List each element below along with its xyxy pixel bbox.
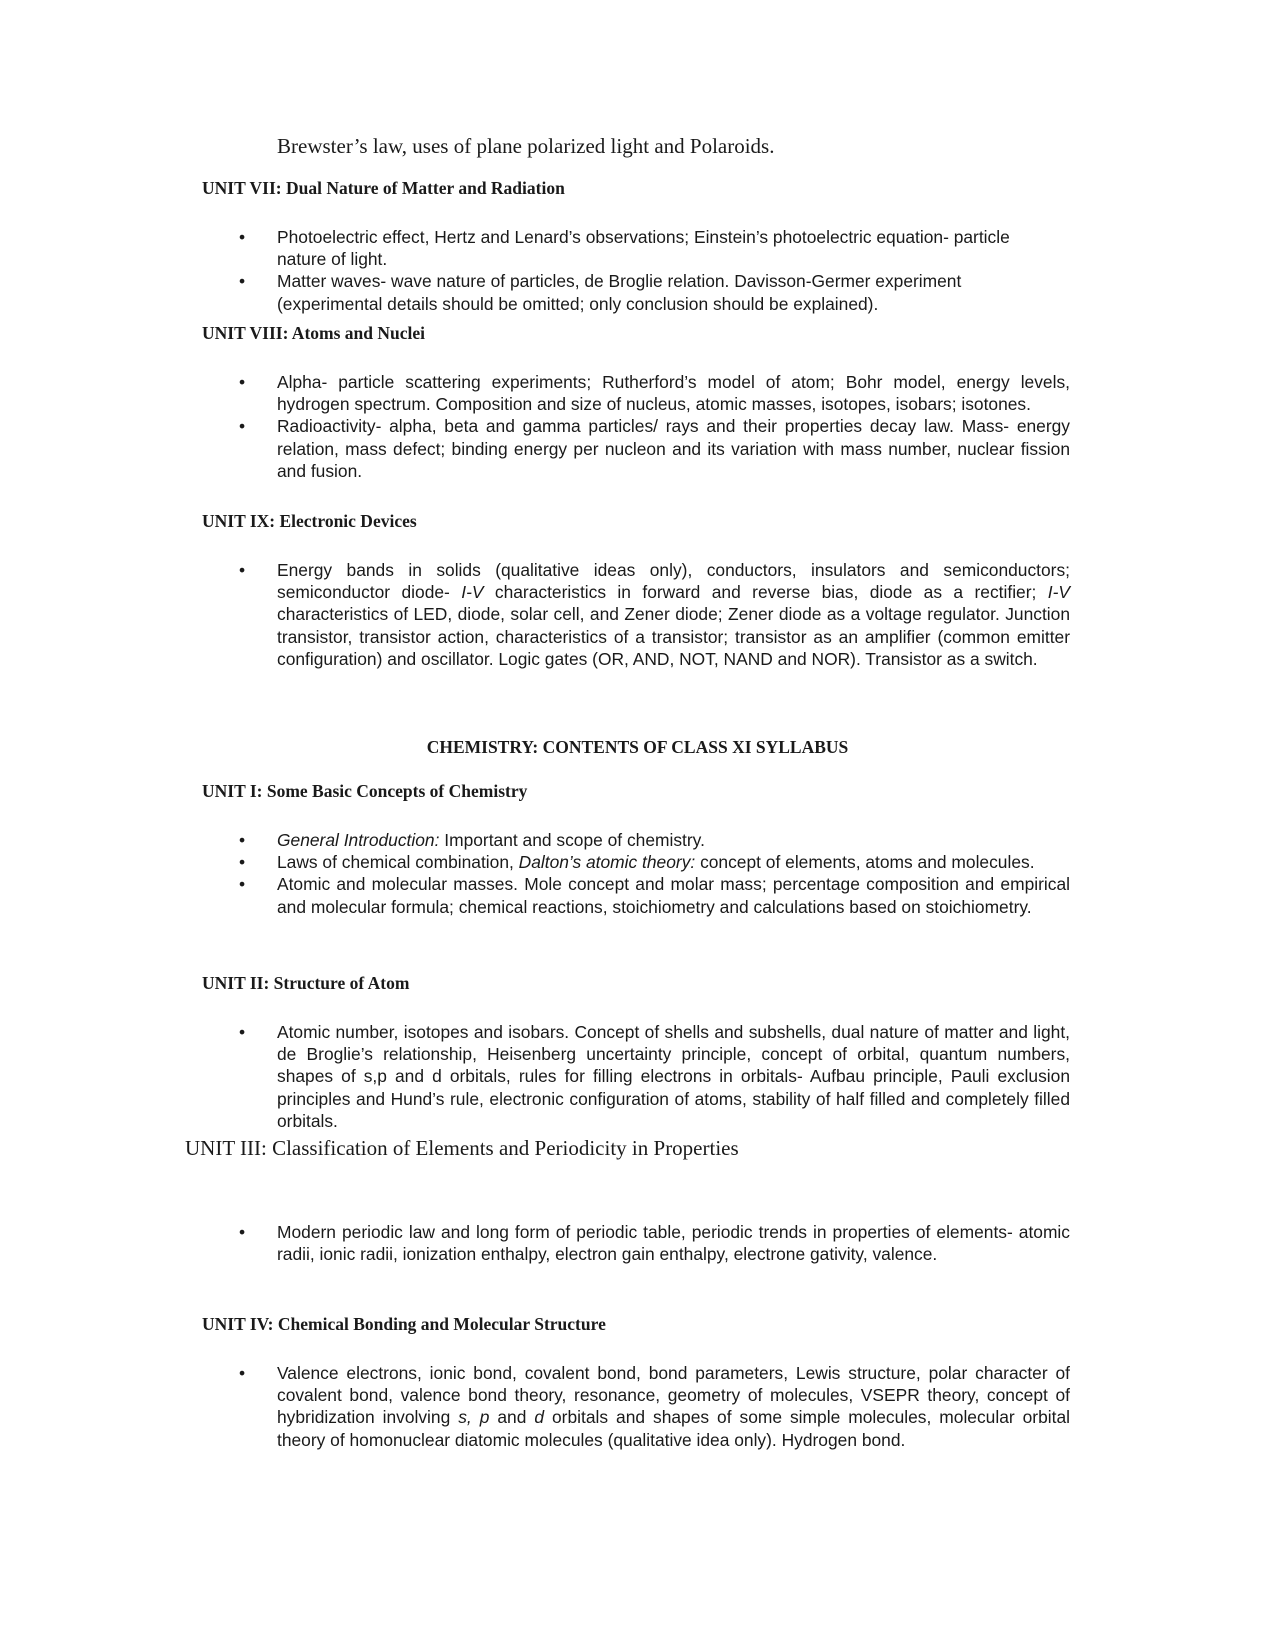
list-item: • Atomic and molecular masses. Mole concept and molar mass; percentage composition and empirical and molecular formula; chemical reactions, stoichiometry and calculations based on stoichiometry. [239,874,1070,917]
chem-unit-iii-list [239,1221,1070,1265]
continuation-line: Brewster’s law, uses of plane polarized light and Polaroids. [277,134,775,158]
bullet-icon: • [239,874,246,895]
chem-unit-ii-heading: UNIT II: Structure of Atom [202,973,410,993]
bullet-icon: • [239,1222,246,1242]
bullet-icon: • [239,830,246,850]
list-item: • Laws of chemical combination, Dalton’s atomic theory: concept of elements, atoms and molecules. [239,852,1035,873]
list-item: • Modern periodic law and long form of periodic table, periodic trends in properties of elements- atomic radii, ionic radii, ionization enthalpy, electron gain enthalpy, electrone gativity, valence. [239,1222,1070,1265]
list-item: • Atomic number, isotopes and isobars. Concept of shells and subshells, dual nature of matter and light, de Broglie’s relationship, Heisenberg uncertainty principle, concept of orbital, quantum numbers, shapes of s,p and d orbitals, rules for filling electrons in orbitals- Aufbau principle, Pauli exclusion principles and Hund’s rule, electronic configuration of atoms, stability of half filled and completely filled orbitals. [239,1022,1070,1131]
bullet-icon: • [239,227,246,247]
chem-unit-i-heading: UNIT I: Some Basic Concepts of Chemistry [202,781,528,801]
list-item: • Alpha- particle scattering experiments; Rutherford’s model of atom; Bohr model, energy levels, hydrogen spectrum. Composition and size of nucleus, atomic masses, isotopes, isobars; isotones. [239,372,1070,415]
bullet-icon: • [239,372,246,392]
unit-vii-heading: UNIT VII: Dual Nature of Matter and Radiation [202,178,565,198]
unit-viii-list [239,371,1070,482]
chem-unit-iv-list [239,1362,1071,1451]
list-item: • Energy bands in solids (qualitative ideas only), conductors, insulators and semiconductors; semiconductor diode- I-V characteristics in forward and reverse bias, diode as a rectifier; I-V characteristics of LED, diode, solar cell, and Zener diode; Zener diode as a voltage regulator. Junction transistor, transistor action, characteristics of a transistor; transistor as an amplifier (common emitter configuration) and oscillator. Logic gates (OR, AND, NOT, NAND and NOR). Transistor as a switch. [239,560,1070,669]
list-item: • Valence electrons, ionic bond, covalent bond, bond parameters, Lewis structure, polar character of covalent bond, valence bond theory, resonance, geometry of molecules, VSEPR theory, concept of hybridization involving s, p and d orbitals and shapes of some simple molecules, molecular orbital theory of homonuclear diatomic molecules (qualitative idea only). Hydrogen bond. [239,1363,1071,1450]
bullet-icon: • [239,416,246,437]
chem-unit-iv-heading: UNIT IV: Chemical Bonding and Molecular Structure [202,1314,606,1334]
unit-ix-heading: UNIT IX: Electronic Devices [202,511,417,531]
list-item: • Photoelectric effect, Hertz and Lenard’s observations; Einstein’s photoelectric equation- particle nature of light. [239,227,1010,270]
chem-unit-iii-heading: UNIT III: Classification of Elements and Periodicity in Properties [185,1136,739,1160]
chem-unit-i-list [239,829,1070,918]
list-item: • General Introduction: Important and scope of chemistry. [239,830,705,850]
chem-unit-ii-list [239,1021,1070,1132]
unit-ix-list [239,559,1070,670]
list-item: • Radioactivity- alpha, beta and gamma particles/ rays and their properties decay law. Mass- energy relation, mass defect; binding energy per nucleon and its variation with mass number, nuclear fission and fusion. [239,416,1070,481]
chemistry-title: CHEMISTRY: CONTENTS OF CLASS XI SYLLABUS [426,737,849,757]
bullet-icon: • [239,560,246,580]
bullet-icon: • [239,1363,246,1383]
bullet-icon: • [239,1022,246,1042]
unit-vii-list [239,226,1070,315]
list-item: • Matter waves- wave nature of particles, de Broglie relation. Davisson-Germer experiment (experimental details should be omitted; only conclusion should be explained). [239,271,962,314]
bullet-icon: • [239,271,246,292]
bullet-icon: • [239,852,246,873]
unit-viii-heading: UNIT VIII: Atoms and Nuclei [202,323,426,343]
